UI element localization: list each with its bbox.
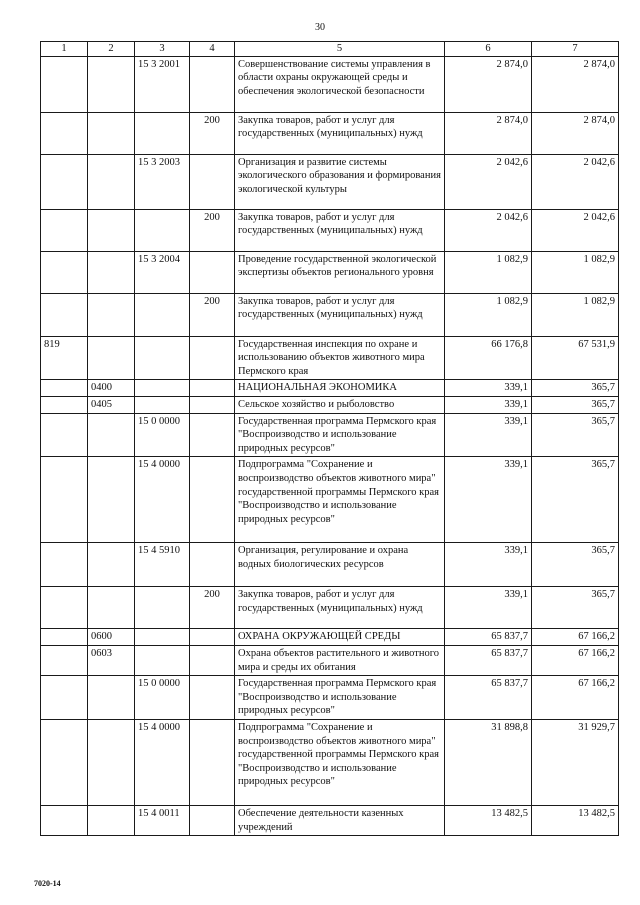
column-header: 4 — [190, 42, 235, 57]
cell-amount-2015: 13 482,5 — [445, 805, 532, 835]
cell-amount-2015: 2 874,0 — [445, 112, 532, 154]
cell-section — [41, 154, 88, 209]
cell-name: НАЦИОНАЛЬНАЯ ЭКОНОМИКА — [235, 380, 445, 397]
cell-target-article — [135, 645, 190, 675]
cell-expense-type — [190, 413, 235, 457]
table-row — [41, 251, 619, 293]
footer-code: 7020-14 — [34, 879, 61, 888]
cell-subsection — [88, 543, 135, 587]
cell-target-article: 15 0 0000 — [135, 676, 190, 720]
cell-amount-2015: 1 082,9 — [445, 251, 532, 293]
cell-expense-type — [190, 336, 235, 380]
cell-amount-2016: 2 042,6 — [532, 154, 619, 209]
cell-amount-2015: 2 042,6 — [445, 209, 532, 251]
table-row — [41, 293, 619, 336]
cell-amount-2015: 31 898,8 — [445, 719, 532, 805]
cell-amount-2016: 365,7 — [532, 457, 619, 543]
cell-subsection — [88, 251, 135, 293]
cell-section — [41, 293, 88, 336]
cell-target-article: 15 4 0011 — [135, 805, 190, 835]
cell-expense-type — [190, 645, 235, 675]
cell-expense-type — [190, 396, 235, 413]
cell-expense-type: 200 — [190, 112, 235, 154]
table-row — [41, 719, 619, 805]
cell-amount-2016: 365,7 — [532, 396, 619, 413]
cell-amount-2016: 1 082,9 — [532, 293, 619, 336]
cell-amount-2016: 31 929,7 — [532, 719, 619, 805]
cell-expense-type — [190, 154, 235, 209]
cell-amount-2016: 365,7 — [532, 413, 619, 457]
table-row — [41, 209, 619, 251]
cell-subsection: 0400 — [88, 380, 135, 397]
cell-expense-type — [190, 56, 235, 112]
cell-target-article — [135, 209, 190, 251]
cell-section — [41, 805, 88, 835]
cell-name: Охрана объектов растительного и животного мира и среды их обитания — [235, 645, 445, 675]
cell-target-article — [135, 293, 190, 336]
cell-amount-2016: 365,7 — [532, 380, 619, 397]
cell-target-article — [135, 587, 190, 629]
cell-target-article — [135, 336, 190, 380]
cell-section — [41, 719, 88, 805]
cell-expense-type — [190, 629, 235, 646]
cell-amount-2015: 339,1 — [445, 587, 532, 629]
cell-amount-2016: 13 482,5 — [532, 805, 619, 835]
cell-target-article — [135, 380, 190, 397]
table-row — [41, 112, 619, 154]
cell-expense-type — [190, 543, 235, 587]
cell-name: ОХРАНА ОКРУЖАЮЩЕЙ СРЕДЫ — [235, 629, 445, 646]
cell-subsection — [88, 457, 135, 543]
cell-amount-2016: 2 874,0 — [532, 56, 619, 112]
cell-amount-2015: 339,1 — [445, 380, 532, 397]
cell-name: Государственная инспекция по охране и использованию объектов животного мира Пермского края — [235, 336, 445, 380]
cell-amount-2015: 339,1 — [445, 543, 532, 587]
table-row — [41, 457, 619, 543]
cell-amount-2015: 65 837,7 — [445, 676, 532, 720]
cell-name: Организация, регулирование и охрана водных биологических ресурсов — [235, 543, 445, 587]
column-header: 7 — [532, 42, 619, 57]
cell-amount-2015: 339,1 — [445, 457, 532, 543]
cell-target-article: 15 3 2003 — [135, 154, 190, 209]
table-row — [41, 676, 619, 720]
column-header: 3 — [135, 42, 190, 57]
cell-amount-2015: 339,1 — [445, 396, 532, 413]
cell-amount-2015: 66 176,8 — [445, 336, 532, 380]
table-row — [41, 543, 619, 587]
cell-section — [41, 645, 88, 675]
cell-section — [41, 112, 88, 154]
cell-amount-2016: 67 166,2 — [532, 629, 619, 646]
cell-section — [41, 629, 88, 646]
cell-target-article: 15 4 5910 — [135, 543, 190, 587]
cell-name: Закупка товаров, работ и услуг для государственных (муниципальных) нужд — [235, 587, 445, 629]
budget-table — [40, 41, 619, 836]
cell-subsection — [88, 154, 135, 209]
column-header: 2 — [88, 42, 135, 57]
cell-name: Государственная программа Пермского края "Воспроизводство и использование природных ресурсов" — [235, 413, 445, 457]
cell-subsection — [88, 719, 135, 805]
cell-name: Сельское хозяйство и рыболовство — [235, 396, 445, 413]
cell-expense-type — [190, 719, 235, 805]
cell-expense-type — [190, 251, 235, 293]
table-row — [41, 56, 619, 112]
cell-target-article — [135, 112, 190, 154]
cell-name: Закупка товаров, работ и услуг для государственных (муниципальных) нужд — [235, 112, 445, 154]
cell-subsection — [88, 805, 135, 835]
column-header: 1 — [41, 42, 88, 57]
cell-section — [41, 209, 88, 251]
cell-section — [41, 56, 88, 112]
cell-name: Подпрограмма "Сохранение и воспроизводство объектов животного мира" государственной программы Пермского края "Воспроизводство и использование природных ресурсов" — [235, 457, 445, 543]
cell-section — [41, 457, 88, 543]
column-header: 5 — [235, 42, 445, 57]
table-row — [41, 380, 619, 397]
cell-subsection — [88, 293, 135, 336]
cell-name: Закупка товаров, работ и услуг для государственных (муниципальных) нужд — [235, 209, 445, 251]
cell-amount-2016: 1 082,9 — [532, 251, 619, 293]
cell-subsection — [88, 112, 135, 154]
header-row — [41, 42, 619, 57]
cell-section — [41, 587, 88, 629]
cell-amount-2016: 67 166,2 — [532, 645, 619, 675]
cell-section — [41, 413, 88, 457]
table-row — [41, 629, 619, 646]
cell-amount-2015: 2 874,0 — [445, 56, 532, 112]
table-row — [41, 587, 619, 629]
cell-subsection: 0405 — [88, 396, 135, 413]
cell-amount-2016: 67 531,9 — [532, 336, 619, 380]
cell-expense-type — [190, 380, 235, 397]
cell-name: Обеспечение деятельности казенных учреждений — [235, 805, 445, 835]
cell-subsection: 0603 — [88, 645, 135, 675]
cell-amount-2016: 67 166,2 — [532, 676, 619, 720]
cell-expense-type: 200 — [190, 209, 235, 251]
cell-name: Проведение государственной экологической экспертизы объектов регионального уровня — [235, 251, 445, 293]
cell-subsection: 0600 — [88, 629, 135, 646]
cell-subsection — [88, 336, 135, 380]
cell-target-article — [135, 396, 190, 413]
cell-section — [41, 251, 88, 293]
cell-name: Государственная программа Пермского края "Воспроизводство и использование природных ресурсов" — [235, 676, 445, 720]
table-row — [41, 805, 619, 835]
cell-subsection — [88, 587, 135, 629]
cell-amount-2016: 365,7 — [532, 543, 619, 587]
cell-target-article: 15 4 0000 — [135, 719, 190, 805]
table-row — [41, 336, 619, 380]
page-number: 30 — [315, 22, 325, 33]
cell-name: Совершенствование системы управления в области охраны окружающей среды и обеспечения экологической безопасности — [235, 56, 445, 112]
cell-target-article — [135, 629, 190, 646]
cell-target-article: 15 4 0000 — [135, 457, 190, 543]
cell-target-article: 15 3 2001 — [135, 56, 190, 112]
cell-section: 819 — [41, 336, 88, 380]
table-row — [41, 154, 619, 209]
table-row — [41, 396, 619, 413]
cell-amount-2016: 2 874,0 — [532, 112, 619, 154]
cell-name: Подпрограмма "Сохранение и воспроизводство объектов животного мира" государственной программы Пермского края "Воспроизводство и использование природных ресурсов" — [235, 719, 445, 805]
cell-section — [41, 380, 88, 397]
cell-section — [41, 543, 88, 587]
cell-amount-2015: 339,1 — [445, 413, 532, 457]
cell-subsection — [88, 56, 135, 112]
cell-amount-2016: 365,7 — [532, 587, 619, 629]
cell-target-article: 15 0 0000 — [135, 413, 190, 457]
cell-subsection — [88, 676, 135, 720]
cell-expense-type: 200 — [190, 293, 235, 336]
cell-section — [41, 676, 88, 720]
cell-amount-2015: 65 837,7 — [445, 645, 532, 675]
cell-name: Закупка товаров, работ и услуг для государственных (муниципальных) нужд — [235, 293, 445, 336]
cell-subsection — [88, 209, 135, 251]
column-header: 6 — [445, 42, 532, 57]
cell-expense-type — [190, 805, 235, 835]
cell-amount-2015: 2 042,6 — [445, 154, 532, 209]
cell-amount-2015: 65 837,7 — [445, 629, 532, 646]
cell-target-article: 15 3 2004 — [135, 251, 190, 293]
cell-subsection — [88, 413, 135, 457]
table-row — [41, 413, 619, 457]
cell-expense-type — [190, 676, 235, 720]
cell-amount-2016: 2 042,6 — [532, 209, 619, 251]
table-row — [41, 645, 619, 675]
cell-section — [41, 396, 88, 413]
cell-expense-type — [190, 457, 235, 543]
cell-amount-2015: 1 082,9 — [445, 293, 532, 336]
cell-expense-type: 200 — [190, 587, 235, 629]
cell-name: Организация и развитие системы экологического образования и формирования экологической культуры — [235, 154, 445, 209]
